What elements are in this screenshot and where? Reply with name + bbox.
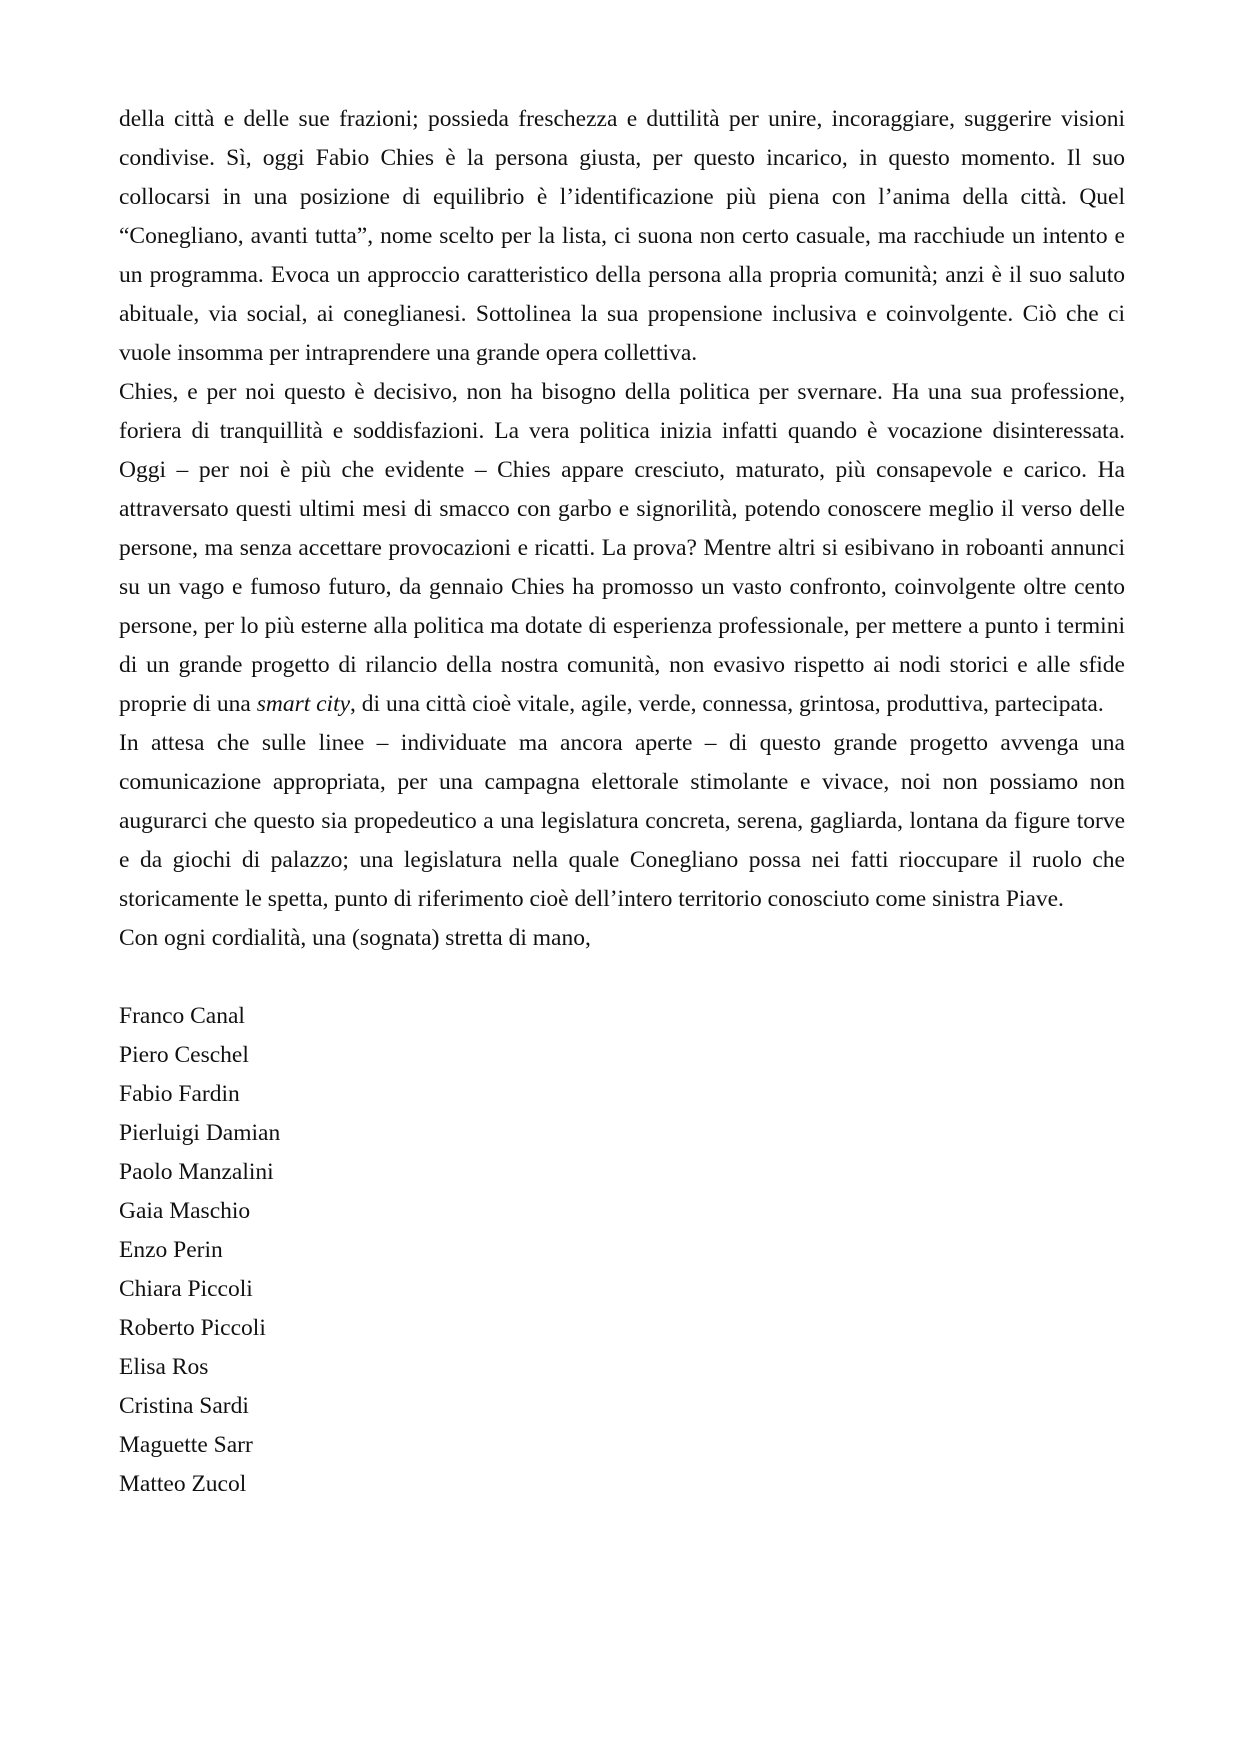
signatory-name: Paolo Manzalini xyxy=(119,1159,274,1185)
paragraph-2 xyxy=(119,373,1125,724)
signatory-name: Enzo Perin xyxy=(119,1237,223,1263)
signatory-name: Piero Ceschel xyxy=(119,1042,249,1068)
signatory-name: Maguette Sarr xyxy=(119,1432,253,1458)
smart-city-italic: smart city xyxy=(256,691,351,717)
signatory-name: Pierluigi Damian xyxy=(119,1120,281,1146)
signatory-name: Fabio Fardin xyxy=(119,1081,240,1107)
paragraph-3: In attesa che sulle linee – individuate ma ancora aperte – di questo grande progetto avvenga una comunicazione appropriata, per una campagna elettorale stimolante e vivace, noi non possiamo non augurarci che questo sia propedeutico a una legislatura concreta, serena, gagliarda, lontana da figure torve e da giochi di palazzo; una legislatura nella quale Conegliano possa nei fatti rioccupare il ruolo che storicamente le spetta, punto di riferimento cioè dell’intero territorio conosciuto come sinistra Piave. xyxy=(119,730,1125,912)
signatories-list xyxy=(119,997,1125,1504)
signatory-name: Franco Canal xyxy=(119,1003,245,1029)
signatory-name: Elisa Ros xyxy=(119,1354,209,1380)
signatory-name: Gaia Maschio xyxy=(119,1198,251,1224)
letter-body xyxy=(119,100,1125,1504)
signatory-name: Chiara Piccoli xyxy=(119,1276,253,1302)
signatory-name: Roberto Piccoli xyxy=(119,1315,266,1341)
signatory-name: Matteo Zucol xyxy=(119,1471,247,1497)
paragraph-1: della città e delle sue frazioni; possieda freschezza e duttilità per unire, incoraggiare, suggerire visioni condivise. Sì, oggi Fabio Chies è la persona giusta, per questo incarico, in questo momento. Il suo collocarsi in una posizione di equilibrio è l’identificazione più piena con l’anima della città. Quel “Conegliano, avanti tutta”, nome scelto per la lista, ci suona non certo casuale, ma racchiude un intento e un programma. Evoca un approccio caratteristico della persona alla propria comunità; anzi è il suo saluto abituale, via social, ai coneglianesi. Sottolinea la sua propensione inclusiva e coinvolgente. Ciò che ci vuole insomma per intraprendere una grande opera collettiva. xyxy=(119,106,1125,366)
blank-spacer xyxy=(119,958,1125,997)
signatory-name: Cristina Sardi xyxy=(119,1393,249,1419)
paragraph-2-text-end: , di una città cioè vitale, agile, verde, connessa, grintosa, produttiva, partecipata. xyxy=(350,691,1104,717)
closing-line: Con ogni cordialità, una (sognata) stretta di mano, xyxy=(119,925,591,951)
paragraph-2-text-start: Chies, e per noi questo è decisivo, non ha bisogno della politica per svernare. Ha una sua professione, foriera di tranquillità e soddisfazioni. La vera politica inizia infatti quando è vocazione disinteressata. Oggi – per noi è più che evidente – Chies appare cresciuto, maturato, più consapevole e carico. Ha attraversato questi ultimi mesi di smacco con garbo e signorilità, potendo conoscere meglio il verso delle persone, ma senza accettare provocazioni e ricatti. La prova? Mentre altri si esibivano in roboanti annunci su un vago e fumoso futuro, da gennaio Chies ha promosso un vasto confronto, coinvolgente oltre cento persone, per lo più esterne alla politica ma dotate di esperienza professionale, per mettere a punto i termini di un grande progetto di rilancio della nostra comunità, non evasivo rispetto ai nodi storici e alle sfide proprie di una xyxy=(119,379,1125,717)
